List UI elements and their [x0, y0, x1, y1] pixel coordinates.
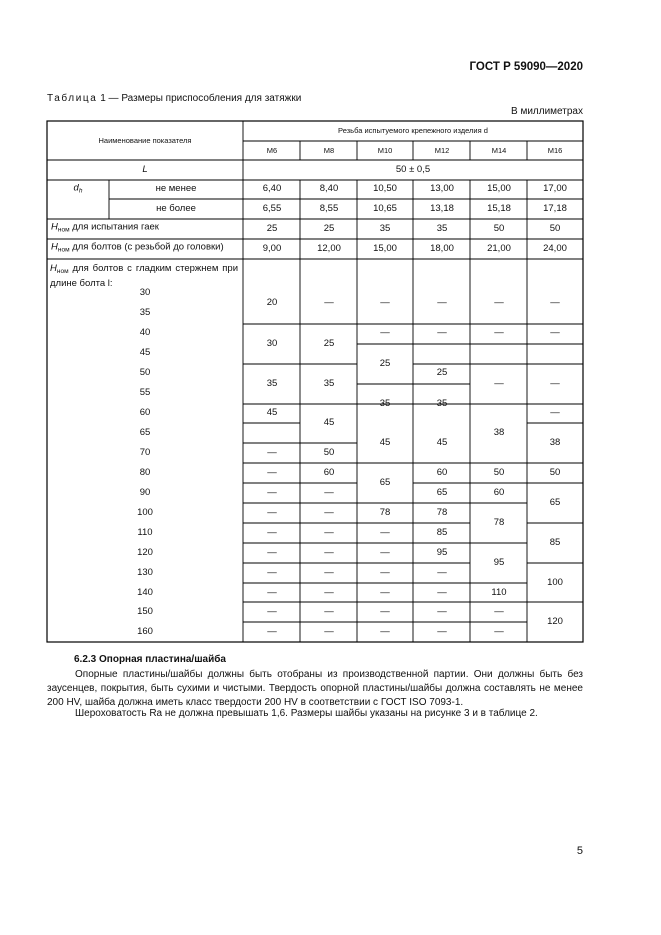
h-bolts-value: 9,00: [262, 243, 282, 254]
h-subscript: ном: [57, 226, 70, 234]
table-cell: —: [437, 297, 447, 308]
table-cell: —: [267, 626, 277, 637]
h-nuts-label: [51, 222, 159, 237]
dh-max-label: не более: [156, 203, 196, 214]
section-paragraph: Опорные пластины/шайбы должны быть отобраны из производственной партии. Они должны быть без заусенцев, покрытия, быть сухими и чистыми. Твердость опорной пластины/шайбы должна составлять не менее 200 HV, шайба должна иметь класс твердости 200 HV в соответствии с ГОСТ ISO 7093-1.: [47, 669, 583, 708]
dh-min-value: 15,00: [487, 183, 511, 194]
h-subscript: ном: [56, 268, 69, 275]
table-cell: 35: [436, 398, 448, 409]
size-m6: М6: [266, 146, 278, 155]
table-cell: —: [380, 606, 390, 617]
dh-max-value: 17,18: [543, 203, 567, 214]
size-m8: М8: [323, 146, 335, 155]
table-cell: —: [267, 567, 277, 578]
table-cell: —: [324, 507, 334, 518]
size-m12: М12: [434, 146, 450, 155]
table-cell: —: [380, 626, 390, 637]
header-thread: Резьба испытуемого крепежного изделия d: [338, 126, 488, 135]
table-cell: 60: [323, 467, 335, 478]
table-cell: 45: [266, 407, 278, 418]
caption-prefix: Таблица: [47, 93, 98, 104]
table-caption: [47, 93, 301, 104]
dh-max-value: 6,55: [262, 203, 282, 214]
table-cell: —: [324, 297, 334, 308]
table-cell: 35: [323, 378, 335, 389]
table-cell: —: [324, 587, 334, 598]
table-cell: 65: [549, 497, 561, 508]
table-cell: —: [380, 327, 390, 338]
h-nuts-value: 25: [323, 223, 335, 234]
table-cell: 25: [379, 358, 391, 369]
h-nuts-value: 50: [549, 223, 561, 234]
h-nuts-value: 50: [493, 223, 505, 234]
table-cell: —: [550, 378, 560, 389]
table-cell: 45: [323, 417, 335, 428]
caption-text: — Размеры приспособления для затяжки: [108, 93, 302, 104]
table-cell: 25: [436, 367, 448, 378]
h-symbol: H: [50, 263, 57, 274]
table-cell: 95: [493, 557, 505, 568]
length-value: 30: [139, 287, 151, 298]
h-bolts-value: 24,00: [543, 243, 567, 254]
table-cell: 35: [266, 378, 278, 389]
table-cell: 78: [493, 517, 505, 528]
table-cell: —: [267, 547, 277, 558]
table-cell: —: [267, 447, 277, 458]
dh-min-value: 6,40: [262, 183, 282, 194]
table-cell: —: [437, 327, 447, 338]
table-cell: —: [267, 467, 277, 478]
length-value: 45: [139, 347, 151, 358]
table-cell: —: [437, 626, 447, 637]
table-cell: —: [494, 327, 504, 338]
table-cell: 85: [549, 537, 561, 548]
table-cell: —: [267, 487, 277, 498]
section-title: 6.2.3 Опорная пластина/шайба: [74, 654, 226, 665]
table-cell: 20: [266, 297, 278, 308]
length-value: 160: [137, 626, 153, 637]
dh-label: [74, 183, 83, 198]
header-indicator: Наименование показателя: [98, 136, 192, 145]
table-cell: —: [494, 626, 504, 637]
table-cell: —: [324, 567, 334, 578]
table-cell: 78: [436, 507, 448, 518]
dh-min-value: 17,00: [543, 183, 567, 194]
table-cell: —: [324, 606, 334, 617]
h-symbol: H: [51, 241, 58, 253]
table-cell: —: [550, 297, 560, 308]
l-value: 50 ± 0,5: [395, 164, 431, 175]
document-code: ГОСТ Р 59090—2020: [469, 61, 583, 73]
length-value: 100: [137, 507, 153, 518]
table-cell: 50: [549, 467, 561, 478]
dh-min-value: 13,00: [430, 183, 454, 194]
table-cell: 60: [493, 487, 505, 498]
length-value: 130: [137, 567, 153, 578]
length-value: 55: [139, 387, 151, 398]
length-value: 120: [137, 547, 153, 558]
length-value: 50: [139, 367, 151, 378]
length-value: 150: [137, 606, 153, 617]
table-cell: —: [380, 547, 390, 558]
table-cell: —: [380, 587, 390, 598]
length-value: 90: [139, 487, 151, 498]
h-bolts-value: 18,00: [430, 243, 454, 254]
table-cell: —: [324, 547, 334, 558]
h-plain-text: для болтов с гладким стержнем при длине болта l:: [50, 263, 238, 289]
dh-max-value: 15,18: [487, 203, 511, 214]
length-value: 40: [139, 327, 151, 338]
table-cell: —: [437, 567, 447, 578]
h-nuts-value: 35: [436, 223, 448, 234]
table-cell: —: [267, 527, 277, 538]
table-cell: 45: [379, 437, 391, 448]
length-value: 35: [139, 307, 151, 318]
dh-min-value: 10,50: [373, 183, 397, 194]
size-m16: М16: [547, 146, 563, 155]
table-cell: 110: [491, 587, 507, 598]
length-value: 110: [137, 527, 153, 538]
table-cell: 120: [547, 616, 563, 627]
page-number: 5: [576, 845, 583, 857]
dh-max-value: 10,65: [373, 203, 397, 214]
table-cell: 78: [379, 507, 391, 518]
dimensions-table: [47, 121, 583, 642]
length-value: 140: [137, 587, 153, 598]
table-cell: —: [494, 297, 504, 308]
h-bolts-value: 21,00: [487, 243, 511, 254]
table-cell: 65: [436, 487, 448, 498]
size-m10: М10: [377, 146, 393, 155]
section-paragraph: Шероховатость Ra не должна превышать 1,6. Размеры шайбы указаны на рисунке 3 и в таблице 2.: [75, 708, 538, 719]
length-value: 80: [139, 467, 151, 478]
h-bolts-text: для болтов (с резьбой до головки): [72, 241, 224, 253]
h-subscript: ном: [57, 246, 70, 254]
h-bolts-label: [51, 242, 224, 257]
table-cell: 30: [266, 338, 278, 349]
table-cell: —: [267, 507, 277, 518]
size-m14: М14: [491, 146, 507, 155]
h-bolts-value: 15,00: [373, 243, 397, 254]
dh-symbol: d: [73, 182, 79, 194]
table-cell: 45: [436, 437, 448, 448]
dh-max-value: 13,18: [430, 203, 454, 214]
h-symbol: H: [51, 221, 58, 233]
table-cell: 38: [493, 427, 505, 438]
h-nuts-text: для испытания гаек: [72, 221, 159, 233]
table-cell: —: [324, 487, 334, 498]
table-cell: —: [267, 606, 277, 617]
table-cell: 38: [549, 437, 561, 448]
table-cell: —: [494, 378, 504, 389]
table-cell: —: [380, 297, 390, 308]
table-cell: 50: [493, 467, 505, 478]
table-cell: 60: [436, 467, 448, 478]
caption-number: 1: [100, 93, 106, 104]
dh-min-value: 8,40: [319, 183, 339, 194]
table-cell: —: [324, 626, 334, 637]
length-value: 65: [139, 427, 151, 438]
table-cell: 100: [547, 577, 563, 588]
table-cell: —: [324, 527, 334, 538]
table-cell: 85: [436, 527, 448, 538]
table-cell: 25: [323, 338, 335, 349]
table-cell: —: [550, 407, 560, 418]
h-nuts-value: 35: [379, 223, 391, 234]
units-note: В миллиметрах: [511, 106, 583, 117]
table-cell: —: [550, 327, 560, 338]
table-cell: 65: [379, 477, 391, 488]
table-cell: —: [437, 606, 447, 617]
dh-subscript: h: [78, 187, 83, 195]
dh-min-label: не менее: [155, 183, 197, 194]
table-cell: —: [437, 587, 447, 598]
h-nuts-value: 25: [266, 223, 278, 234]
table-cell: —: [380, 527, 390, 538]
h-bolts-value: 12,00: [317, 243, 341, 254]
length-value: 60: [139, 407, 151, 418]
table-cell: —: [380, 567, 390, 578]
table-cell: 95: [436, 547, 448, 558]
table-cell: 35: [379, 398, 391, 409]
table-cell: 50: [323, 447, 335, 458]
table-cell: —: [267, 587, 277, 598]
dh-max-value: 8,55: [319, 203, 339, 214]
table-cell: —: [494, 606, 504, 617]
l-label: L: [142, 164, 148, 175]
length-value: 70: [139, 447, 151, 458]
h-plain-label: [50, 263, 238, 290]
